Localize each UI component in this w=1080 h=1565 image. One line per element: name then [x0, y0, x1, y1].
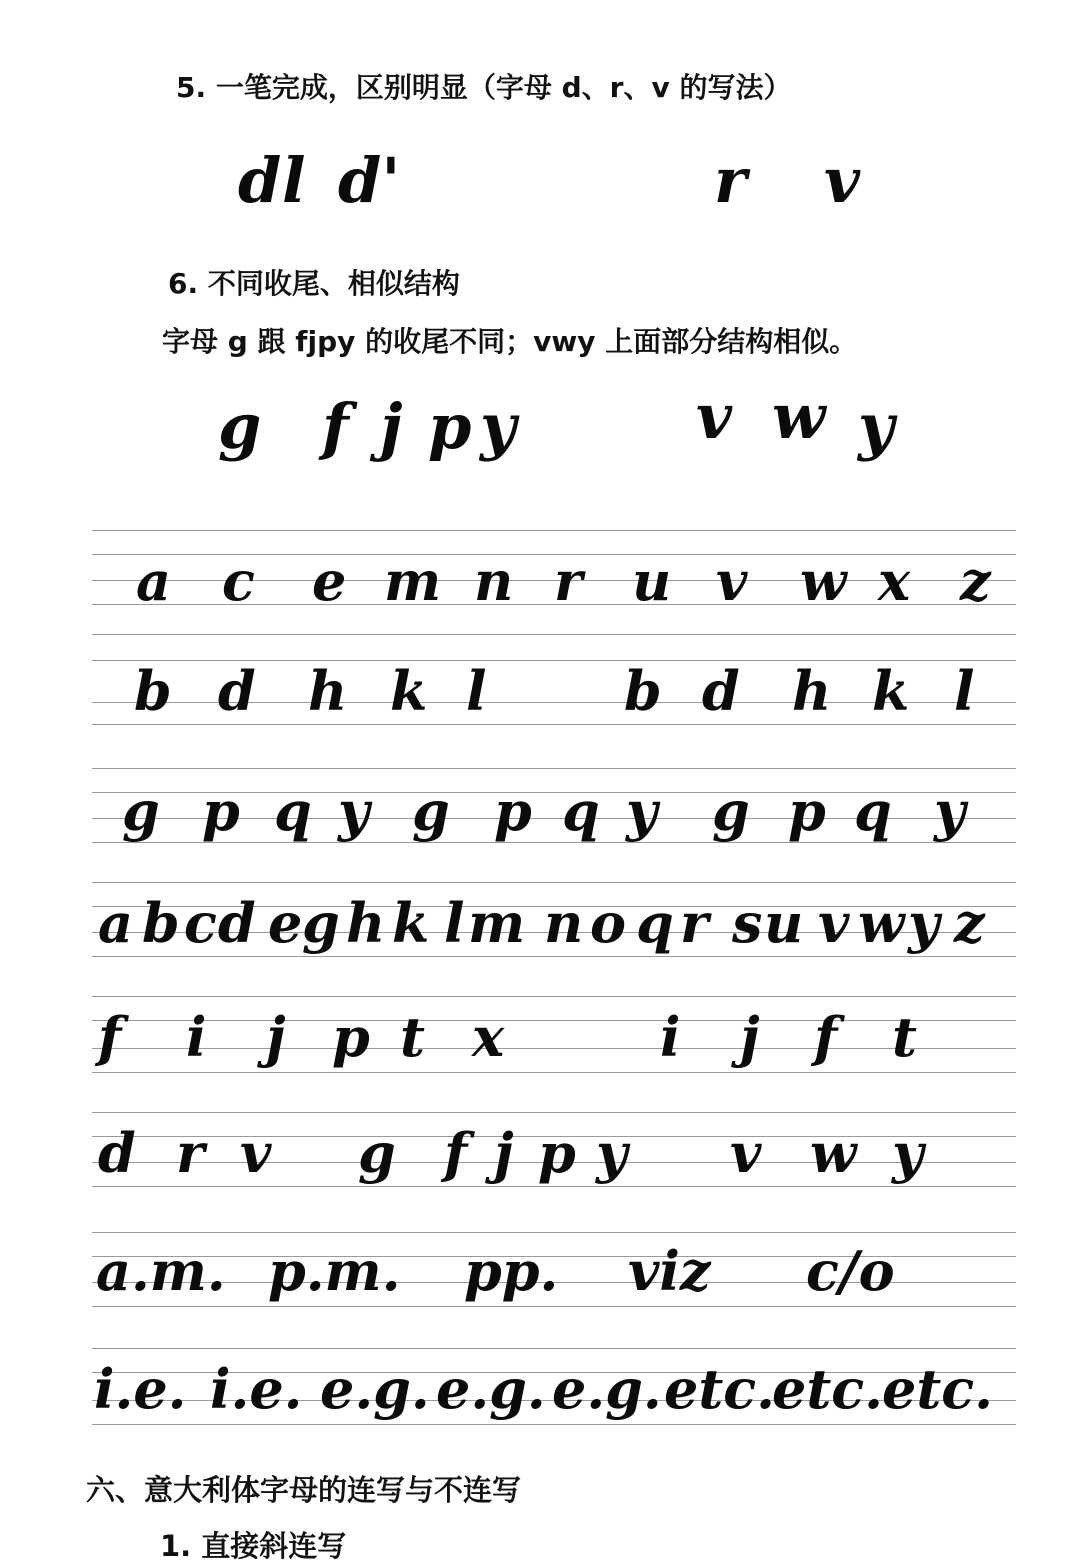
- practice-abbrev: e.g.: [436, 1357, 546, 1421]
- practice-abbrev: i.e.: [94, 1357, 187, 1421]
- practice-glyph: k: [392, 891, 430, 955]
- practice-glyph: k: [872, 659, 910, 723]
- practice-glyph: o: [590, 891, 627, 955]
- practice-abbrev: i.e.: [210, 1357, 303, 1421]
- practice-glyph: r: [176, 1121, 205, 1185]
- practice-glyph: y: [908, 891, 940, 955]
- practice-glyph: g: [122, 779, 160, 843]
- practice-glyph: b: [142, 891, 180, 955]
- practice-glyph: g: [712, 779, 750, 843]
- practice-row-1: [92, 536, 1016, 632]
- practice-glyph: j: [266, 1005, 286, 1069]
- sample-v: v: [696, 380, 733, 453]
- practice-glyph: b: [134, 659, 172, 723]
- practice-glyph: q: [562, 779, 600, 843]
- practice-glyph: e: [268, 891, 303, 955]
- practice-glyph: u: [632, 549, 672, 613]
- practice-glyph: d: [218, 891, 256, 955]
- practice-glyph: e: [312, 549, 347, 613]
- sample-g: g: [218, 390, 262, 463]
- practice-glyph: m: [384, 549, 442, 613]
- practice-glyph: d: [98, 1121, 136, 1185]
- guide-line: [92, 530, 1016, 531]
- practice-glyph: k: [390, 659, 428, 723]
- practice-glyph: i: [186, 1005, 207, 1069]
- practice-glyph: f: [814, 1005, 838, 1069]
- section-6-heading: 6. 不同收尾、相似结构: [168, 267, 460, 300]
- practice-glyph: d: [702, 659, 740, 723]
- practice-abbrev: etc.: [882, 1357, 993, 1421]
- practice-row-3: [92, 764, 1016, 860]
- practice-glyph: p: [538, 1121, 576, 1185]
- guide-line: [92, 634, 1016, 635]
- practice-glyph: z: [960, 549, 991, 613]
- practice-glyph: s: [732, 891, 763, 955]
- practice-glyph: w: [810, 1121, 857, 1185]
- practice-glyph: y: [338, 779, 370, 843]
- practice-glyph: v: [730, 1121, 762, 1185]
- sample-l: l: [282, 144, 306, 217]
- practice-abbrev: a.m.: [96, 1239, 226, 1303]
- subsection-1-heading: 1. 直接斜连写: [160, 1529, 347, 1563]
- practice-glyph: f: [98, 1005, 122, 1069]
- practice-glyph: v: [240, 1121, 272, 1185]
- practice-glyph: n: [474, 549, 514, 613]
- practice-row-4: [92, 878, 1016, 974]
- practice-glyph: r: [554, 549, 583, 613]
- section-vi-heading: 六、意大利体字母的连写与不连写: [86, 1473, 522, 1507]
- sample-y-1: y: [480, 390, 517, 463]
- practice-glyph: q: [274, 779, 312, 843]
- sample-p: p: [428, 390, 472, 463]
- practice-row-7: [92, 1228, 1016, 1324]
- practice-abbrev: p.m.: [268, 1239, 401, 1303]
- practice-glyph: t: [892, 1005, 917, 1069]
- practice-glyph: w: [858, 891, 905, 955]
- practice-glyph: f: [444, 1121, 468, 1185]
- practice-glyph: m: [468, 891, 526, 955]
- practice-glyph: p: [788, 779, 826, 843]
- practice-abbrev: e.g.: [320, 1357, 430, 1421]
- practice-glyph: x: [472, 1005, 505, 1069]
- practice-glyph: p: [202, 779, 240, 843]
- practice-glyph: j: [494, 1121, 514, 1185]
- practice-glyph: v: [716, 549, 748, 613]
- practice-abbrev: c/o: [806, 1239, 895, 1303]
- practice-glyph: c: [184, 891, 217, 955]
- section-6-description: 字母 g 跟 fjpy 的收尾不同；vwy 上面部分结构相似。: [162, 325, 858, 358]
- practice-glyph: y: [934, 779, 966, 843]
- practice-glyph: t: [400, 1005, 425, 1069]
- practice-abbrev: e.g.: [552, 1357, 662, 1421]
- practice-glyph: z: [954, 891, 985, 955]
- section-5-heading: 5. 一笔完成，区别明显（字母 d、r、v 的写法）: [176, 71, 792, 104]
- sample-r: r: [714, 144, 747, 217]
- practice-glyph: d: [218, 659, 256, 723]
- practice-row-5: [92, 992, 1016, 1088]
- sample-f: f: [322, 390, 349, 463]
- practice-glyph: u: [764, 891, 804, 955]
- practice-glyph: x: [878, 549, 911, 613]
- practice-row-8: [92, 1344, 1016, 1440]
- practice-glyph: y: [596, 1121, 628, 1185]
- practice-glyph: b: [624, 659, 662, 723]
- sample-d-1: d: [238, 144, 282, 217]
- practice-glyph: l: [444, 891, 465, 955]
- practice-glyph: h: [792, 659, 832, 723]
- practice-abbrev: viz: [628, 1239, 711, 1303]
- practice-glyph: a: [98, 891, 133, 955]
- sample-d-2: d': [338, 144, 401, 217]
- practice-glyph: y: [626, 779, 658, 843]
- sample-j: j: [380, 390, 403, 463]
- practice-glyph: p: [332, 1005, 370, 1069]
- practice-row-2: [92, 646, 1016, 742]
- practice-glyph: i: [660, 1005, 681, 1069]
- practice-glyph: a: [136, 549, 171, 613]
- practice-abbrev: etc.: [664, 1357, 775, 1421]
- sample-w: w: [772, 380, 826, 453]
- sample-v: v: [824, 144, 861, 217]
- practice-glyph: r: [680, 891, 709, 955]
- practice-glyph: q: [636, 891, 674, 955]
- practice-glyph: j: [740, 1005, 760, 1069]
- practice-row-6: [92, 1108, 1016, 1204]
- practice-glyph: p: [494, 779, 532, 843]
- practice-glyph: l: [466, 659, 487, 723]
- practice-glyph: h: [308, 659, 348, 723]
- sample-y-2: y: [858, 390, 895, 463]
- practice-glyph: y: [892, 1121, 924, 1185]
- practice-glyph: g: [412, 779, 450, 843]
- practice-glyph: q: [854, 779, 892, 843]
- practice-abbrev: etc.: [772, 1357, 883, 1421]
- practice-glyph: w: [800, 549, 847, 613]
- practice-glyph: g: [302, 891, 340, 955]
- practice-abbrev: pp.: [464, 1239, 559, 1303]
- practice-glyph: c: [222, 549, 255, 613]
- practice-glyph: v: [818, 891, 850, 955]
- practice-glyph: l: [954, 659, 975, 723]
- practice-glyph: g: [358, 1121, 396, 1185]
- practice-glyph: h: [346, 891, 386, 955]
- practice-glyph: n: [544, 891, 584, 955]
